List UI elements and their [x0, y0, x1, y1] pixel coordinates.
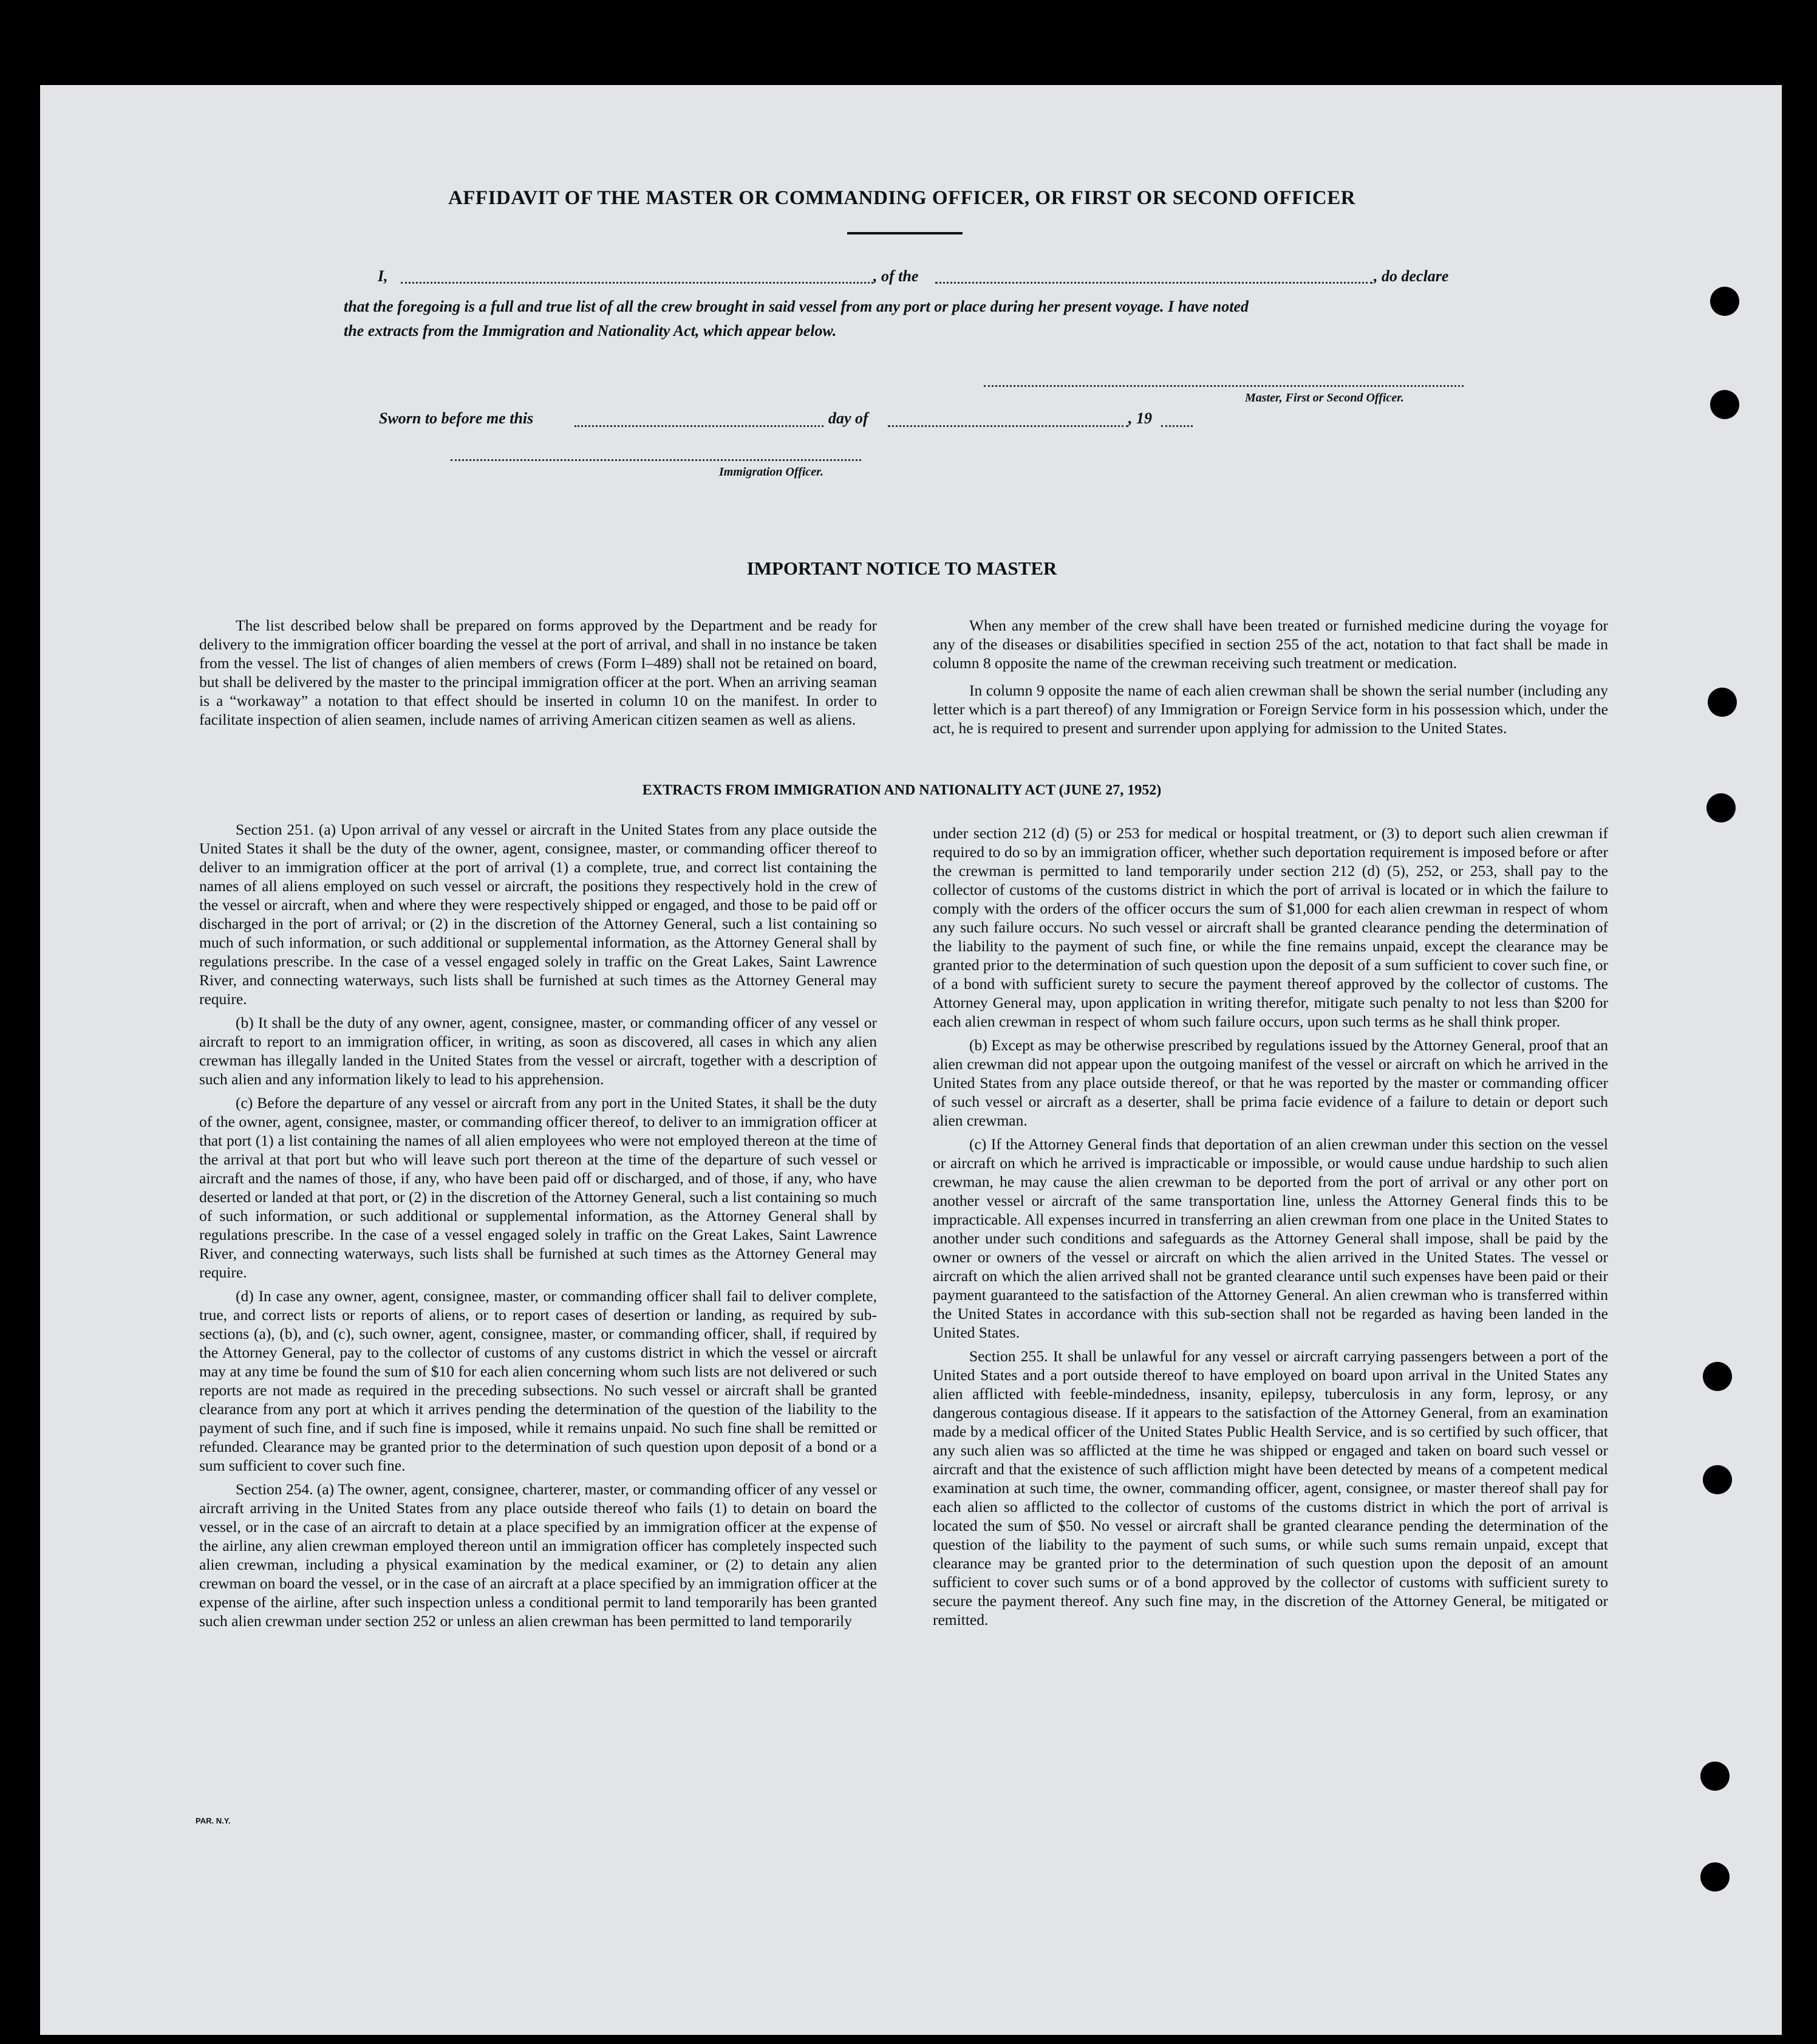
notice-paragraph: The list described below shall be prepared on forms approved by the Department and be ready for delivery to the immigration officer boarding the vessel at the port of arrival, and shall in no instance be taken from the vessel. The list of changes of alien members of crews (Form I–489) shall not be retained on board, but shall be delivered by the master to the principal immigration officer at the port. When an arriving seaman is a “workaway” a notation to that effect should be inserted in column 10 on the manifest. In order to facilitate inspection of alien seamen, include names of arriving American citizen seamen as well as aliens. [199, 617, 877, 728]
i-label: I, [378, 267, 388, 285]
act-paragraph: (c) Before the departure of any vessel or aircraft from any port in the United States, it shall be the duty of the owner, agent, consignee, master, or commanding officer thereof, to deliver to an immigration officer at that port (1) a list containing the names of all alien employees who were not employed thereon at the time of the arrival at that port but who will leave such port thereon at the time of the departure of such vessel or aircraft and the names of those, if any, who have been paid off or discharged, and of those, if any, who have deserted or landed at that port, or (2) in the discretion of the Attorney General, such a list containing so much of such information, or such additional or supplemental information, as the Attorney General shall by regulations prescribe. In the case of a vessel engaged solely in traffic on the Great Lakes, Saint Lawrence River, and connecting waterways, such lists shall be furnished at such times as the Attorney General may require. [199, 1094, 877, 1281]
sworn-day-field[interactable] [574, 425, 823, 427]
binder-hole [1706, 793, 1736, 822]
master-signature-line[interactable] [984, 385, 1464, 387]
binder-hole [1710, 287, 1739, 316]
notice-title: IMPORTANT NOTICE TO MASTER [746, 558, 1057, 579]
binder-hole [1700, 1862, 1730, 1892]
binder-hole [1708, 688, 1737, 717]
declaration-line-2: the extracts from the Immigration and Nationality Act, which appear below. [344, 322, 837, 340]
affidavit-title: AFFIDAVIT OF THE MASTER OR COMMANDING OFFICER, OR FIRST OR SECOND OFFICER [448, 187, 1356, 209]
notice-left-column [199, 616, 877, 734]
name-field[interactable] [401, 282, 873, 284]
binder-hole [1700, 1762, 1730, 1791]
notice-paragraph: In column 9 opposite the name of each alien crewman shall be shown the serial number (including any letter which is a part thereof) of any Immigration or Foreign Service form in his possession which, under the act, he is required to present and surrender upon applying for admission to the United States. [933, 682, 1608, 737]
sworn-year-field[interactable] [1161, 425, 1193, 427]
sworn-month-field[interactable] [888, 425, 1128, 427]
binder-hole [1710, 390, 1739, 419]
notice-right-column [933, 616, 1608, 742]
act-paragraph: (b) It shall be the duty of any owner, agent, consignee, master, or commanding officer of any vessel or aircraft to report to an immigration officer, in writing, as soon as discovered, all cases in which any alien crewman has illegally landed in the United States from the vessel or aircraft, together with a description of such alien and any information likely to lead to his apprehension. [199, 1014, 877, 1088]
officer-signature-caption: Immigration Officer. [719, 465, 823, 479]
act-paragraph: (c) If the Attorney General finds that deportation of an alien crewman under this section on the vessel or aircraft on which he arrived is impracticable or impossible, or would cause undue hardship to such alien crewman, he may cause the alien crewman to be deported from the port of arrival or any other port on another vessel or aircraft of the same transportation line, unless the Attorney General finds this to be impracticable. All expenses incurred in transferring an alien crewman from one place in the United States to another under such conditions and safeguards as the Attorney General shall impose, shall be paid by the owner or owners of the vessel or aircraft on which the alien arrived in the United States. The vessel or aircraft on which the alien arrived shall not be granted clearance until such expenses have been paid or their payment guaranteed to the satisfaction of the Attorney General. An alien crewman who is transferred within the United States in accordance with this sub-section shall not be regarded as having been landed in the United States. [933, 1135, 1608, 1341]
act-paragraph: Section 251. (a) Upon arrival of any vessel or aircraft in the United States from any place outside the United States it shall be the duty of the owner, agent, consignee, master, or commanding officer thereof to deliver to an immigration officer at the port of arrival (1) a complete, true, and correct list containing the names of all aliens employed on such vessel or aircraft, the positions they respectively hold in the crew of the vessel or aircraft, when and where they were respectively shipped or engaged, and those to be paid off or discharged in the port of arrival; or (2) in the discretion of the Attorney General, such a list containing so much of such information, or such additional or supplemental information, as the Attorney General shall by regulations prescribe. In the case of a vessel engaged solely in traffic on the Great Lakes, Saint Lawrence River, and connecting waterways, such lists shall be furnished at such times as the Attorney General may require. [199, 821, 877, 1008]
officer-signature-line[interactable] [451, 459, 861, 461]
day-of-label: day of [828, 409, 868, 427]
master-signature-caption: Master, First or Second Officer. [1245, 391, 1404, 405]
act-paragraph: under section 212 (d) (5) or 253 for medical or hospital treatment, or (3) to deport such alien crewman if required to do so by an immigration officer, whether such deportation requirement is imposed before or after the crewman is permitted to land temporarily under section 212 (d) (5), 252, or 253, shall pay to the collector of customs of the customs district in which the port of arrival is located or in which the failure to comply with the orders of the officer occurs the sum of $1,000 for each alien crewman in respect of whom any such failure occurs. No such vessel or aircraft shall be granted clearance pending the determination of the liability to the payment of such fine, or while the fine remains unpaid, except the clearance may be granted prior to the determination of such question upon the deposit of a sum sufficient to cover such fine, or of a bond with sufficient surety to secure the payment thereof approved by the collector of customs. The Attorney General may, upon application in writing therefor, mitigate such penalty to not less than $200 for each alien crewman in respect of whom such failure occurs, upon such terms as he shall think proper. [933, 824, 1608, 1030]
act-paragraph: (d) In case any owner, agent, consignee, master, or commanding officer shall fail to deliver complete, true, and correct lists or reports of aliens, or to report cases of desertion or landing, as required by sub-sections (a), (b), and (c), such owner, agent, consignee, master, or commanding officer, shall, if required by the Attorney General, pay to the collector of customs of any customs district in which the vessel or aircraft may at any time be found the sum of $10 for each alien concerning whom such lists are not delivered or such reports are not made as required in the preceding subsections. No such vessel or aircraft shall be granted clearance from any port at which it arrives pending the determination of the question of the liability to the payment of such fine, and if such fine is imposed, while it remains unpaid. No such fine shall be remitted or refunded. Clearance may be granted prior to the determination of such question upon deposit of a bond or a sum sufficient to cover such fine. [199, 1287, 877, 1474]
notice-paragraph: When any member of the crew shall have been treated or furnished medicine during the voyage for any of the diseases or disabilities specified in section 255 of the act, notation to that fact shall be made in column 8 opposite the name of the crewman receiving such treatment or medication. [933, 617, 1608, 672]
extracts-title: EXTRACTS FROM IMMIGRATION AND NATIONALITY ACT (JUNE 27, 1952) [642, 782, 1162, 798]
of-the-label: , of the [873, 267, 919, 285]
binder-hole [1703, 1465, 1732, 1494]
declaration-line-1: that the foregoing is a full and true list of all the crew brought in said vessel from any port or place during her present voyage. I have noted [344, 298, 1249, 315]
printer-mark: PAR. N.Y. [196, 1816, 231, 1825]
extracts-right-column [933, 824, 1608, 1634]
do-declare-label: , do declare [1374, 267, 1449, 285]
year-label: , 19 [1128, 409, 1152, 427]
act-paragraph: Section 254. (a) The owner, agent, consignee, charterer, master, or commanding officer of any vessel or aircraft arriving in the United States from any place outside thereof who fails (1) to detain on board the vessel, or in the case of an aircraft to detain at a place specified by an immigration officer at the expense of the airline, any alien crewman employed thereon until an immigration officer has completely inspected such alien crewman, including a physical examination by the medical examiner, or (2) to detain any alien crewman on board the vessel, or in the case of an aircraft at a place specified by an immigration officer at the expense of the airline, after such inspection unless a conditional permit to land temporarily has been granted such alien crewman under section 252 or unless an alien crewman has been permitted to land temporarily [199, 1480, 877, 1630]
sworn-label: Sworn to before me this [379, 409, 534, 427]
extracts-left-column [199, 820, 877, 1635]
binder-hole [1703, 1362, 1732, 1391]
act-paragraph: (b) Except as may be otherwise prescribed by regulations issued by the Attorney General, proof that an alien crewman did not appear upon the outgoing manifest of the vessel or aircraft on which he arrived in the United States from any place outside thereof, or that he was reported by the master or commanding officer of such vessel or aircraft as a deserter, shall be prima facie evidence of a failure to detain or deport such alien crewman. [933, 1036, 1608, 1129]
title-underline [847, 232, 963, 234]
act-paragraph: Section 255. It shall be unlawful for any vessel or aircraft carrying passengers between a port of the United States and a port outside thereof to have employed on board upon arrival in the United States any alien afflicted with feeble-mindedness, insanity, epilepsy, tuberculosis in any form, leprosy, or any dangerous contagious disease. If it appears to the satisfaction of the Attorney General, from an examination made by a medical officer of the United States Public Health Service, and is so certified by such officer, that any such alien was so afflicted at the time he was shipped or engaged and taken on board such vessel or aircraft and that the existence of such affliction might have been detected by means of a competent medical examination at such time, the owner, commanding officer, agent, consignee, or master thereof shall pay for each alien so afflicted to the collector of customs of the customs district in which the port of arrival is located the sum of $50. No vessel or aircraft shall be granted clearance pending the determination of the question of the liability to the payment of such sums, or while such sums remain unpaid, except that clearance may be granted prior to the determination of such question upon the deposit of an amount sufficient to cover such sums or of a bond approved by the collector of customs with sufficient surety to secure the payment thereof. Any such fine may, in the discretion of the Attorney General, be mitigated or remitted. [933, 1347, 1608, 1629]
vessel-field[interactable] [935, 282, 1372, 284]
